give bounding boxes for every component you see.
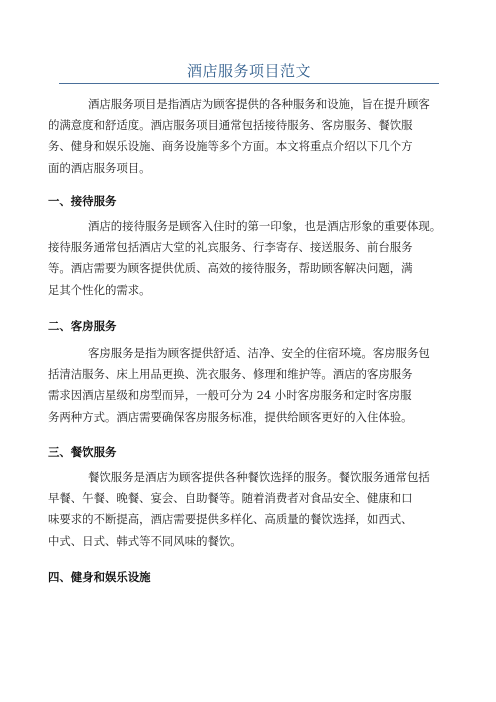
paragraph-line: 的满意度和舒适度。酒店服务项目通常包括接待服务、客房服务、餐饮服	[48, 118, 413, 133]
paragraph-line: 括清洁服务、床上用品更换、洗衣服务、修理和维护等。酒店的客房服务	[48, 367, 413, 382]
reception-paragraph	[48, 216, 446, 301]
section-heading-fitness: 四、健身和娱乐设施	[48, 570, 151, 584]
paragraph-line: 早餐、午餐、晚餐、宴会、自助餐等。随着消费者对食品安全、健康和口	[48, 491, 413, 506]
dining-paragraph	[48, 467, 446, 552]
section-heading-reception: 一、接待服务	[48, 194, 117, 208]
section-heading-dining: 三、餐饮服务	[48, 445, 117, 459]
paragraph-line: 餐饮服务是酒店为顾客提供各种餐饮选择的服务。餐饮服务通常包括	[88, 470, 430, 484]
paragraph-line: 面的酒店服务项目。	[48, 160, 151, 175]
housekeeping-paragraph	[48, 343, 446, 428]
paragraph-line: 酒店的接待服务是顾客入住时的第一印象，也是酒店形象的重要体现。	[88, 219, 442, 233]
section-heading-housekeeping: 二、客房服务	[48, 319, 117, 333]
paragraph-line: 等。酒店需要为顾客提供优质、高效的接待服务，帮助顾客解决问题，满	[48, 261, 413, 276]
paragraph-line: 中式、日式、韩式等不同风味的餐饮。	[48, 533, 242, 548]
paragraph-line: 味要求的不断提高，酒店需要提供多样化、高质量的餐饮选择，如西式、	[48, 512, 413, 527]
paragraph-line: 客房服务是指为顾客提供舒适、洁净、安全的住宿环境。客房服务包	[88, 346, 430, 360]
title-underline	[59, 83, 439, 84]
paragraph-line: 务、健身和娱乐设施、商务设施等多个方面。本文将重点介绍以下几个方	[48, 139, 413, 154]
paragraph-line: 酒店服务项目是指酒店为顾客提供的各种服务和设施，旨在提升顾客	[88, 97, 430, 111]
paragraph-line: 接待服务通常包括酒店大堂的礼宾服务、行李寄存、接送服务、前台服务	[48, 240, 413, 255]
paragraph-line: 务两种方式。酒店需要确保客房服务标准，提供给顾客更好的入住体验。	[48, 409, 413, 424]
document-title: 酒店服务项目范文	[186, 62, 311, 80]
paragraph-line: 足其个性化的需求。	[48, 282, 151, 297]
intro-paragraph	[48, 94, 446, 179]
paragraph-line: 需求因酒店星级和房型而异，一般可分为 24 小时客房服务和定时客房服	[48, 388, 412, 403]
